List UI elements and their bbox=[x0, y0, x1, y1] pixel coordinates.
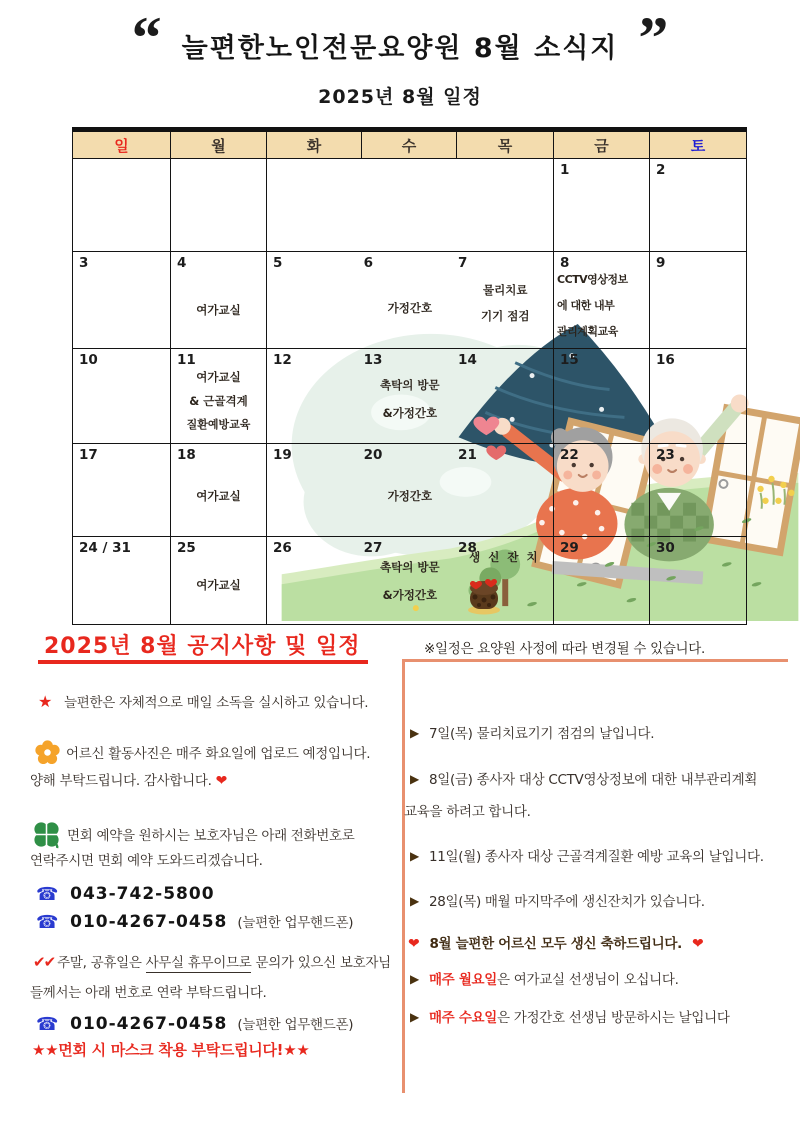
phone-mobile-line2 bbox=[36, 1012, 353, 1037]
calendar-cell bbox=[171, 349, 267, 444]
page-title: 늘편한노인전문요양원 8월 소식지 bbox=[181, 33, 619, 64]
event-cctv-line1: CCTV영상정보 bbox=[557, 273, 628, 286]
event-leisure-class: 여가교실 bbox=[196, 370, 241, 384]
date-2: 2 bbox=[656, 162, 666, 178]
phone-icon: ☎ bbox=[36, 1014, 59, 1035]
weekend-note-underlined: 사무실 휴무이므로 bbox=[145, 955, 252, 971]
reservation-note-line2: 연락주시면 면회 예약 도와드리겠습니다. bbox=[30, 853, 263, 869]
calendar-cell bbox=[554, 159, 650, 252]
office-phone-number: 043-742-5800 bbox=[70, 884, 215, 904]
event-leisure-class: 여가교실 bbox=[196, 303, 241, 317]
sanitize-note-text: 늘편한은 자체적으로 매일 소독을 실시하고 있습니다. bbox=[64, 695, 369, 711]
heart-icon: ❤ bbox=[408, 936, 420, 952]
event-musculo-line2: & 근골격계 bbox=[189, 394, 248, 408]
date-27: 27 bbox=[363, 540, 383, 556]
event-cctv-line2: 에 대한 내부 bbox=[557, 299, 615, 312]
date-5: 5 bbox=[273, 255, 283, 271]
mobile-phone-label: (늘편한 업무핸드폰) bbox=[237, 915, 354, 931]
calendar-cell bbox=[554, 537, 650, 625]
reservation-note-line1 bbox=[32, 820, 355, 855]
notice-heading: 2025년 8월 공지사항 및 일정 bbox=[44, 634, 361, 659]
open-quote-icon: “ bbox=[131, 5, 162, 71]
triangle-bullet-icon: ▶ bbox=[410, 894, 419, 908]
rc-item-text: 7일(목) 물리치료기기 점검의 날입니다. bbox=[428, 726, 655, 742]
date-17: 17 bbox=[79, 447, 98, 463]
phone-icon: ☎ bbox=[36, 884, 59, 905]
date-19: 19 bbox=[273, 447, 292, 463]
date-22: 22 bbox=[560, 447, 579, 463]
date-26: 26 bbox=[273, 540, 292, 556]
mobile-phone-number: 010-4267-0458 bbox=[70, 912, 228, 932]
schedule-caveat: ※일정은 요양원 사정에 따라 변경될 수 있습니다. bbox=[424, 641, 706, 657]
triangle-bullet-icon: ▶ bbox=[410, 772, 419, 786]
calendar-subtitle: 2025년 8월 일정 bbox=[318, 86, 482, 108]
event-musculo-line3: 질환예방교육 bbox=[186, 418, 251, 431]
photos-note-line2 bbox=[30, 772, 227, 792]
date-18: 18 bbox=[177, 447, 196, 463]
date-15: 15 bbox=[560, 352, 579, 368]
sanitize-note bbox=[38, 691, 368, 713]
calendar-cell bbox=[73, 349, 171, 444]
rc-item-physio bbox=[410, 722, 654, 742]
triangle-bullet-icon: ▶ bbox=[410, 726, 419, 740]
calendar-cell-merged bbox=[267, 349, 554, 444]
phone-mobile-line bbox=[36, 910, 353, 935]
header bbox=[0, 5, 800, 71]
date-1: 1 bbox=[560, 162, 570, 178]
triangle-bullet-icon: ▶ bbox=[410, 1010, 419, 1024]
date-29: 29 bbox=[560, 540, 579, 556]
dow-sun: 일 bbox=[73, 130, 171, 159]
week-row-1 bbox=[73, 159, 747, 252]
calendar-cell bbox=[171, 159, 267, 252]
dow-mon: 월 bbox=[171, 130, 267, 159]
event-doctor-visit-line2: &가정간호 bbox=[382, 588, 438, 602]
rc-item-cctv-line1 bbox=[410, 768, 757, 788]
mask-note-text: 면회 시 마스크 착용 부탁드립니다! bbox=[58, 1041, 284, 1059]
dow-wed: 수 bbox=[362, 130, 457, 159]
event-physio-check-line2: 기기 점검 bbox=[481, 309, 530, 323]
stars-icon: ★★ bbox=[283, 1041, 310, 1059]
event-cctv-line3: 관리계획교육 bbox=[557, 325, 618, 338]
event-doctor-visit-line1: 촉탁의 방문 bbox=[380, 378, 440, 392]
date-9: 9 bbox=[656, 255, 666, 271]
date-23: 23 bbox=[656, 447, 675, 463]
week-row-4 bbox=[73, 444, 747, 537]
week-row-5 bbox=[73, 537, 747, 625]
rc-item-wednesday bbox=[410, 1006, 730, 1026]
day-header-row bbox=[73, 130, 747, 159]
rc-item-cctv-line2: 교육을 하려고 합니다. bbox=[404, 804, 531, 820]
calendar-cell bbox=[650, 349, 747, 444]
calendar-cell bbox=[73, 537, 171, 625]
date-24-31: 24 / 31 bbox=[79, 540, 131, 556]
calendar-cell bbox=[73, 252, 171, 349]
event-home-nursing: 가정간호 bbox=[387, 301, 433, 315]
rc-item-text: 8일(금) 종사자 대상 CCTV영상정보에 대한 내부관리계획 bbox=[428, 772, 758, 788]
birthday-greeting-text: 8월 늘편한 어르신 모두 생신 축하드립니다. bbox=[429, 936, 682, 952]
calendar-cell bbox=[554, 252, 650, 349]
date-28: 28 bbox=[458, 540, 477, 556]
phone-office-line bbox=[36, 882, 215, 907]
calendar-table bbox=[72, 127, 747, 625]
weekend-note-post: 문의가 있으신 보호자님 bbox=[251, 955, 391, 971]
mobile-phone-label2: (늘편한 업무핸드폰) bbox=[237, 1017, 354, 1033]
reservation-note-text: 면회 예약을 원하시는 보호자님은 아래 전화번호로 bbox=[67, 828, 355, 844]
event-physio-check-line1: 물리치료 bbox=[483, 283, 528, 297]
rc-highlight-wednesday: 매주 수요일 bbox=[428, 1010, 498, 1026]
rc-item-text: 은 여가교실 선생님이 오십니다. bbox=[497, 972, 679, 988]
calendar-cell bbox=[171, 252, 267, 349]
event-leisure-class: 여가교실 bbox=[196, 578, 241, 592]
calendar-cell bbox=[171, 537, 267, 625]
rc-item-text: 11일(월) 종사자 대상 근골격계질환 예방 교육의 날입니다. bbox=[428, 849, 764, 865]
mask-note bbox=[32, 1040, 310, 1061]
date-14: 14 bbox=[458, 352, 477, 368]
date-12: 12 bbox=[273, 352, 292, 368]
birthday-cake-icon bbox=[464, 569, 504, 617]
event-home-nursing: 가정간호 bbox=[387, 489, 433, 503]
rc-item-text: 은 가정간호 선생님 방문하시는 날입니다 bbox=[497, 1010, 730, 1026]
notice-heading-underline bbox=[38, 660, 368, 664]
mobile-phone-number2: 010-4267-0458 bbox=[70, 1014, 228, 1034]
calendar-cell bbox=[650, 252, 747, 349]
dow-tue: 화 bbox=[267, 130, 362, 159]
calendar-cell bbox=[73, 159, 171, 252]
dow-sat: 토 bbox=[650, 130, 747, 159]
date-16: 16 bbox=[656, 352, 675, 368]
rc-item-birthday-party bbox=[410, 890, 705, 910]
event-doctor-visit-line2: &가정간호 bbox=[382, 406, 438, 420]
close-quote-icon: ” bbox=[638, 5, 669, 71]
dow-thu: 목 bbox=[457, 130, 554, 159]
rc-item-text: 28일(목) 매월 마지막주에 생신잔치가 있습니다. bbox=[428, 894, 705, 910]
calendar-cell bbox=[650, 537, 747, 625]
date-21: 21 bbox=[458, 447, 477, 463]
rc-birthday-greeting bbox=[408, 932, 703, 952]
event-birthday-party: 생 신 잔 치 bbox=[469, 550, 540, 564]
event-doctor-visit-line1: 촉탁의 방문 bbox=[380, 560, 440, 574]
date-13: 13 bbox=[363, 352, 383, 368]
flower-icon bbox=[35, 740, 60, 771]
triangle-bullet-icon: ▶ bbox=[410, 972, 419, 986]
date-4: 4 bbox=[177, 255, 187, 271]
calendar-cell bbox=[171, 444, 267, 537]
date-3: 3 bbox=[79, 255, 89, 271]
column-divider bbox=[402, 659, 405, 1093]
rc-highlight-monday: 매주 월요일 bbox=[428, 972, 498, 988]
date-6: 6 bbox=[363, 255, 374, 271]
check-icons: ✔✔ bbox=[33, 953, 55, 971]
calendar-cell bbox=[650, 444, 747, 537]
weekend-note-pre: 주말, 공휴일은 bbox=[57, 955, 146, 971]
calendar-cell bbox=[554, 444, 650, 537]
stars-icon: ★★ bbox=[32, 1041, 59, 1059]
heart-icon: ❤ bbox=[691, 936, 704, 952]
dow-fri: 금 bbox=[554, 130, 650, 159]
calendar-cell-merged bbox=[267, 159, 554, 252]
date-7: 7 bbox=[458, 255, 468, 271]
calendar-cell-merged bbox=[267, 252, 554, 349]
photos-note-text: 어르신 활동사진은 매주 화요일에 업로드 예정입니다. bbox=[66, 746, 371, 762]
date-20: 20 bbox=[363, 447, 383, 463]
event-leisure-class: 여가교실 bbox=[196, 489, 241, 503]
clover-icon bbox=[32, 820, 61, 855]
date-10: 10 bbox=[79, 352, 98, 368]
date-30: 30 bbox=[656, 540, 675, 556]
calendar-cell bbox=[554, 349, 650, 444]
heart-icon: ❤ bbox=[215, 773, 228, 789]
date-25: 25 bbox=[177, 540, 196, 556]
week-row-3 bbox=[73, 349, 747, 444]
weekend-note-line2: 들께서는 아래 번호로 연락 부탁드립니다. bbox=[30, 985, 267, 1001]
rc-item-monday bbox=[410, 968, 679, 988]
calendar-cell bbox=[650, 159, 747, 252]
date-8: 8 bbox=[560, 255, 570, 271]
calendar-cell-merged bbox=[267, 444, 554, 537]
triangle-bullet-icon: ▶ bbox=[410, 849, 419, 863]
calendar-cell bbox=[73, 444, 171, 537]
week-row-2 bbox=[73, 252, 747, 349]
weekend-note-line1 bbox=[33, 952, 391, 973]
date-11: 11 bbox=[177, 352, 196, 368]
right-column-top-border bbox=[402, 659, 788, 662]
phone-icon: ☎ bbox=[36, 912, 59, 933]
photos-note-line1 bbox=[35, 740, 370, 771]
calendar-cell-merged bbox=[267, 537, 554, 625]
rc-item-musculo bbox=[410, 845, 764, 865]
star-icon: ★ bbox=[38, 692, 53, 711]
photos-note-text2: 양해 부탁드립니다. 감사합니다. bbox=[30, 773, 212, 789]
